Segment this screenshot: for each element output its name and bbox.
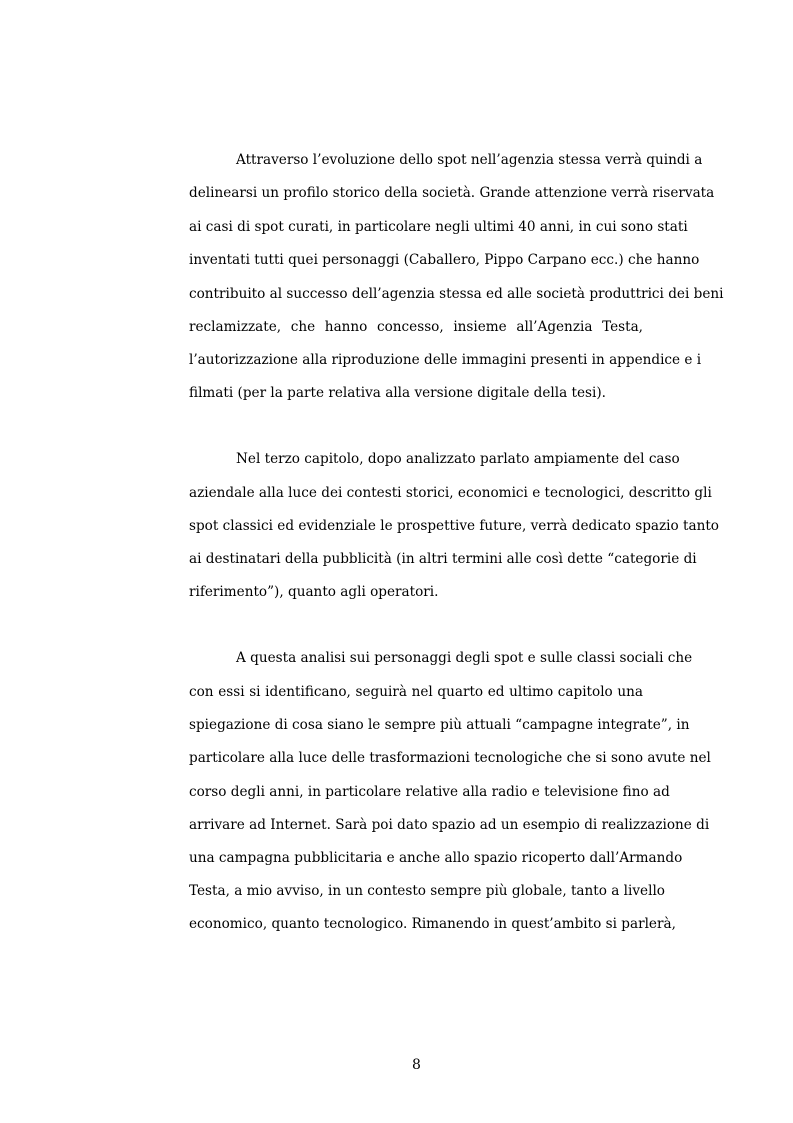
text-line: filmati (per la parte relativa alla versione digitale della tesi). — [189, 385, 607, 401]
text-line: aziendale alla luce dei contesti storici, economici e tecnologici, descritto gli — [189, 485, 712, 501]
text-line: reclamizzate, che hanno concesso, insieme all’Agenzia Testa, — [189, 319, 643, 335]
text-line: Testa, a mio avviso, in un contesto sempre più globale, tanto a livello — [189, 883, 665, 899]
text-line: particolare alla luce delle trasformazioni tecnologiche che si sono avute nel — [189, 750, 711, 766]
text-line: contribuito al successo dell’agenzia stessa ed alle società produttrici dei beni — [189, 286, 724, 302]
text-line: A questa analisi sui personaggi degli spot e sulle classi sociali che — [236, 650, 693, 666]
page-number: 8 — [412, 1057, 421, 1073]
text-line: delinearsi un profilo storico della società. Grande attenzione verrà riservata — [189, 185, 715, 201]
text-line: con essi si identificano, seguirà nel quarto ed ultimo capitolo una — [189, 684, 643, 700]
text-line: inventati tutti quei personaggi (Caballero, Pippo Carpano ecc.) che hanno — [189, 252, 700, 268]
text-line: arrivare ad Internet. Sarà poi dato spazio ad un esempio di realizzazione di — [189, 817, 710, 833]
text-line: ai casi di spot curati, in particolare negli ultimi 40 anni, in cui sono stati — [189, 219, 688, 235]
text-line: corso degli anni, in particolare relative alla radio e televisione fino ad — [189, 784, 670, 800]
text-line: una campagna pubblicitaria e anche allo spazio ricoperto dall’Armando — [189, 850, 683, 866]
text-line: spot classici ed evidenziale le prospettive future, verrà dedicato spazio tanto — [189, 518, 719, 534]
text-line: spiegazione di cosa siano le sempre più attuali “campagne integrate”, in — [189, 717, 690, 733]
text-line: Nel terzo capitolo, dopo analizzato parlato ampiamente del caso — [236, 451, 680, 467]
text-line: Attraverso l’evoluzione dello spot nell’agenzia stessa verrà quindi a — [236, 152, 703, 168]
text-line: economico, quanto tecnologico. Rimanendo in quest’ambito si parlerà, — [189, 916, 676, 932]
text-line: l’autorizzazione alla riproduzione delle immagini presenti in appendice e i — [189, 352, 702, 368]
text-line: ai destinatari della pubblicità (in altri termini alle così dette “categorie di — [189, 551, 697, 567]
text-line: riferimento”), quanto agli operatori. — [189, 584, 439, 600]
